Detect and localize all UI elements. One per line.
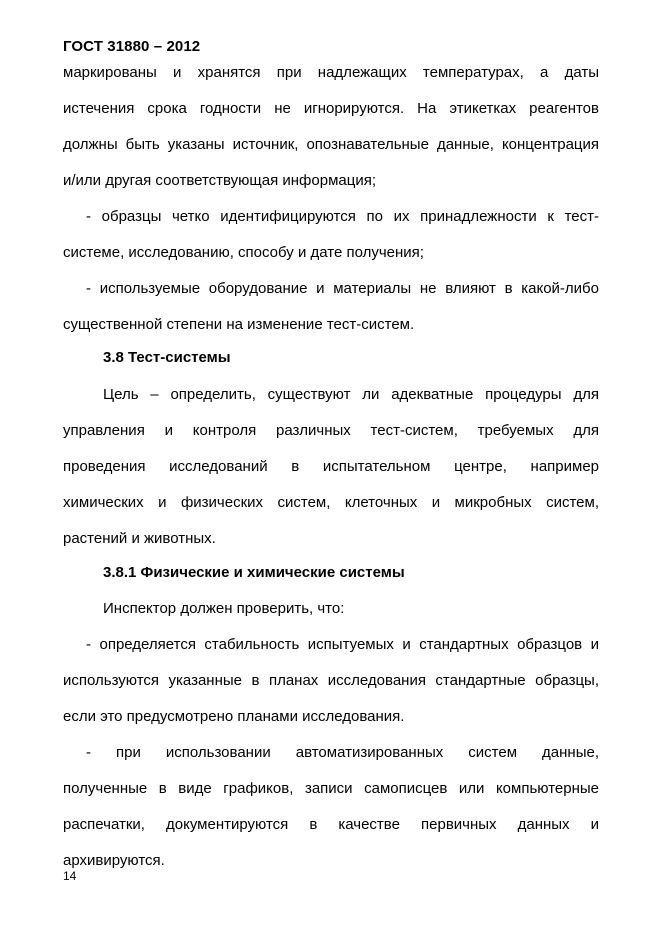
paragraph-line: проведения исследований в испытательном центре, например: [63, 458, 599, 475]
list-item-line: полученные в виде графиков, записи самописцев или компьютерные: [63, 780, 599, 797]
paragraph-line: управления и контроля различных тест-систем, требуемых для: [63, 422, 599, 439]
list-item-line: системе, исследованию, способу и дате получения;: [63, 244, 424, 261]
list-item-line: если это предусмотрено планами исследования.: [63, 708, 405, 725]
page-number: 14: [63, 869, 77, 883]
paragraph-line: растений и животных.: [63, 530, 216, 547]
list-item-line: - используемые оборудование и материалы не влияют в какой-либо: [86, 280, 599, 297]
paragraph-line: истечения срока годности не игнорируются. На этикетках реагентов: [63, 100, 599, 117]
subsection-heading: 3.8.1 Физические и химические системы: [103, 564, 405, 581]
paragraph-line: и/или другая соответствующая информация;: [63, 172, 377, 189]
list-item-line: - определяется стабильность испытуемых и стандартных образцов и: [86, 636, 599, 653]
paragraph-line: химических и физических систем, клеточных и микробных систем,: [63, 494, 599, 511]
list-item-line: используются указанные в планах исследования стандартные образцы,: [63, 672, 599, 689]
document-header: ГОСТ 31880 – 2012: [63, 38, 201, 55]
paragraph-line: Инспектор должен проверить, что:: [103, 600, 345, 617]
paragraph-line: должны быть указаны источник, опознавательные данные, концентрация: [63, 136, 599, 153]
section-heading: 3.8 Тест-системы: [103, 349, 231, 366]
list-item-line: - при использовании автоматизированных систем данные,: [86, 744, 599, 761]
list-item-line: - образцы четко идентифицируются по их принадлежности к тест-: [86, 208, 599, 225]
paragraph-line: маркированы и хранятся при надлежащих температурах, а даты: [63, 64, 599, 81]
list-item-line: архивируются.: [63, 852, 165, 869]
paragraph-line: Цель – определить, существуют ли адекватные процедуры для: [103, 386, 599, 403]
list-item-line: существенной степени на изменение тест-систем.: [63, 316, 415, 333]
list-item-line: распечатки, документируются в качестве первичных данных и: [63, 816, 599, 833]
